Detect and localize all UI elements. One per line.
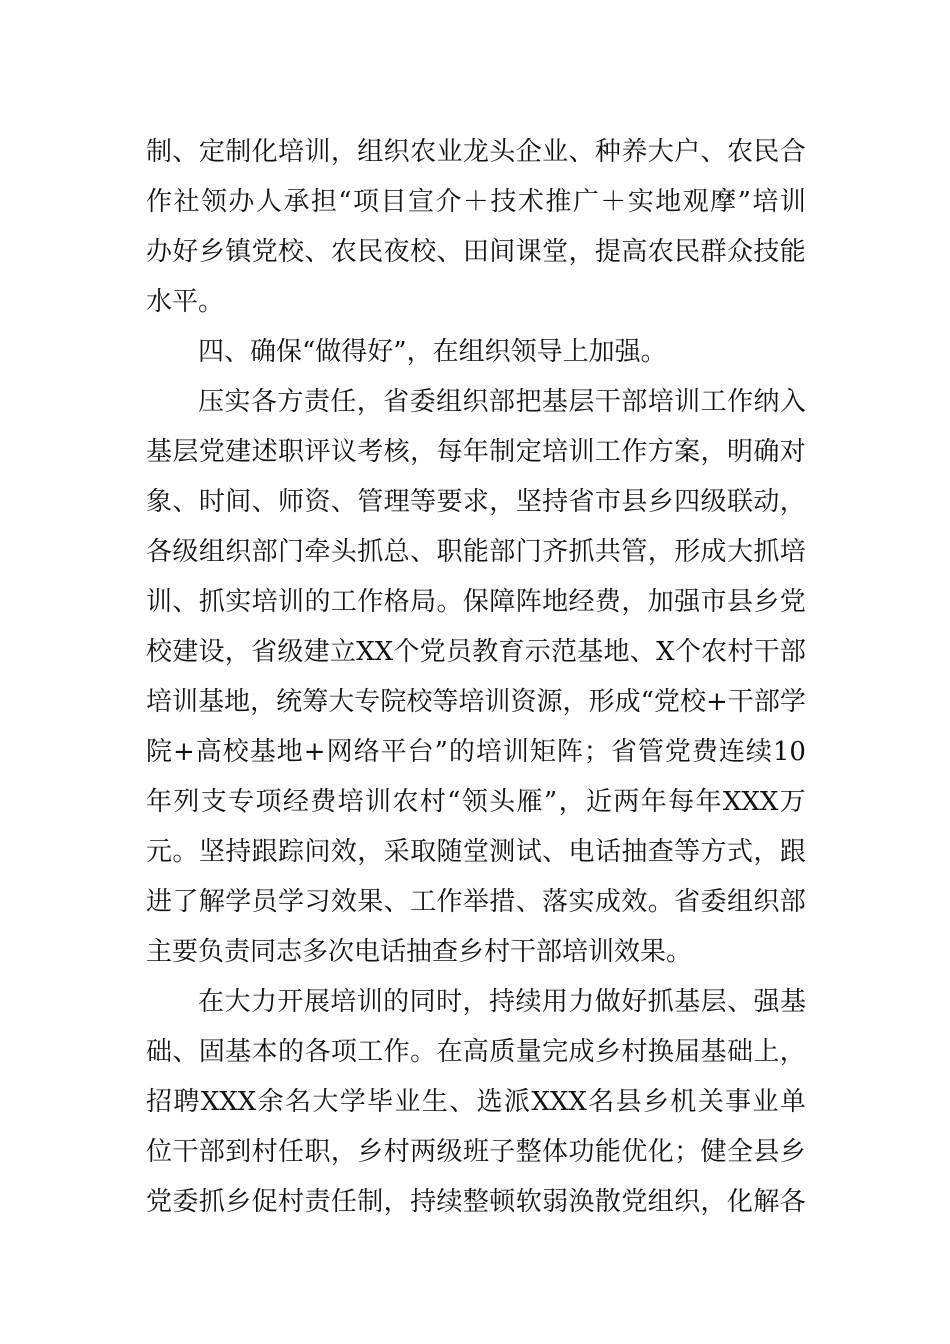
text-line-content: 象 、 时 间 、 师 资 、 管 理 等 要 求 ， 坚 持 省 市 县 乡 四 级 联 动 ，	[146, 487, 806, 518]
text-line	[146, 228, 806, 278]
text-line	[146, 978, 806, 1028]
text-line	[146, 1078, 806, 1128]
text-line	[146, 728, 806, 778]
text-line	[146, 1028, 806, 1078]
text-line-content: 各 级 组 织 部 门 牵 头 抓 总 、 职 能 部 门 齐 抓 共 管 ， 形 成 大 抓 培	[146, 537, 806, 568]
text-line-content: 基 层 党 建 述 职 评 议 考 核 ， 每 年 制 定 培 训 工 作 方 案 ， 明 确 对	[146, 437, 806, 468]
text-line	[146, 628, 806, 678]
document-body	[146, 128, 806, 1228]
text-line	[146, 528, 806, 578]
text-line-content: 办 好 乡 镇 党 校 、 农 民 夜 校 、 田 间 课 堂 ， 提 高 农 民 群 众 技 能	[146, 237, 806, 268]
text-line	[146, 1128, 806, 1178]
text-line-content: 校 建 设 ， 省 级 建 立 XX 个 党 员 教 育 示 范 基 地 、 X 个 农 村 干 部	[146, 637, 806, 668]
text-line-content: 招 聘 XXX 余 名 大 学 毕 业 生 、 选 派 XXX 名 县 乡 机 关 事 业 单	[146, 1087, 806, 1118]
text-line	[146, 428, 806, 478]
text-line-content: 训 、 抓 实 培 训 的 工 作 格 局 。 保 障 阵 地 经 费 ， 加 强 市 县 乡 党	[146, 587, 806, 618]
text-line-content: 元 。 坚 持 跟 踪 问 效 ， 采 取 随 堂 测 试 、 电 话 抽 查 等 方 式 ， 跟	[146, 837, 806, 868]
text-line	[146, 278, 806, 328]
text-line-content: 水平。	[146, 287, 225, 318]
text-line	[146, 678, 806, 728]
text-line-content: 进 了 解 学 员 学 习 效 果 、 工 作 举 措 、 落 实 成 效 。 省 委 组 织 部	[146, 887, 806, 918]
text-line	[146, 578, 806, 628]
text-line-content: 培 训 基 地 ， 统 筹 大 专 院 校 等 培 训 资 源 ， 形 成 “ 党 校 + 干 部 学	[146, 687, 806, 718]
text-line	[146, 828, 806, 878]
text-line-content: 主要负责同志多次电话抽查乡村干部培训效果。	[146, 937, 693, 968]
text-line-content: 作 社 领 办 人 承 担 “ 项 目 宣 介 ＋ 技 术 推 广 ＋ 实 地 观 摩 ” 培 训	[146, 187, 806, 218]
text-line	[146, 1178, 806, 1228]
text-line	[146, 378, 806, 428]
text-line-content: 制 、 定 制 化 培 训 ， 组 织 农 业 龙 头 企 业 、 种 养 大 户 、 农 民 合	[146, 137, 806, 168]
text-line	[146, 878, 806, 928]
text-line-content: 础 、 固 基 本 的 各 项 工 作 。 在 高 质 量 完 成 乡 村 换 届 基 础 上 ，	[146, 1037, 806, 1068]
text-line-content: 位 干 部 到 村 任 职 ， 乡 村 两 级 班 子 整 体 功 能 优 化 ； 健 全 县 乡	[146, 1137, 806, 1168]
text-line	[146, 478, 806, 528]
text-line	[146, 328, 806, 378]
text-line-content: 院 + 高 校 基 地 + 网 络 平 台 ” 的 培 训 矩 阵 ； 省 管 党 费 连 续 10	[146, 737, 806, 768]
text-line	[146, 928, 806, 978]
text-line-content: 在 大 力 开 展 培 训 的 同 时 ， 持 续 用 力 做 好 抓 基 层 、 强 基	[198, 987, 806, 1018]
text-line	[146, 178, 806, 228]
text-line-content: 年 列 支 专 项 经 费 培 训 农 村 “ 领 头 雁 ” ， 近 两 年 每 年 XXX 万	[146, 787, 806, 818]
text-line-content: 压 实 各 方 责 任 ， 省 委 组 织 部 把 基 层 干 部 培 训 工 作 纳 入	[198, 387, 806, 418]
text-line-content: 党 委 抓 乡 促 村 责 任 制 ， 持 续 整 顿 软 弱 涣 散 党 组 织 ， 化 解 各	[146, 1187, 806, 1218]
text-line	[146, 778, 806, 828]
text-line-content: 四、确保“做得好”，在组织领导上加强。	[198, 337, 667, 368]
text-line	[146, 128, 806, 178]
